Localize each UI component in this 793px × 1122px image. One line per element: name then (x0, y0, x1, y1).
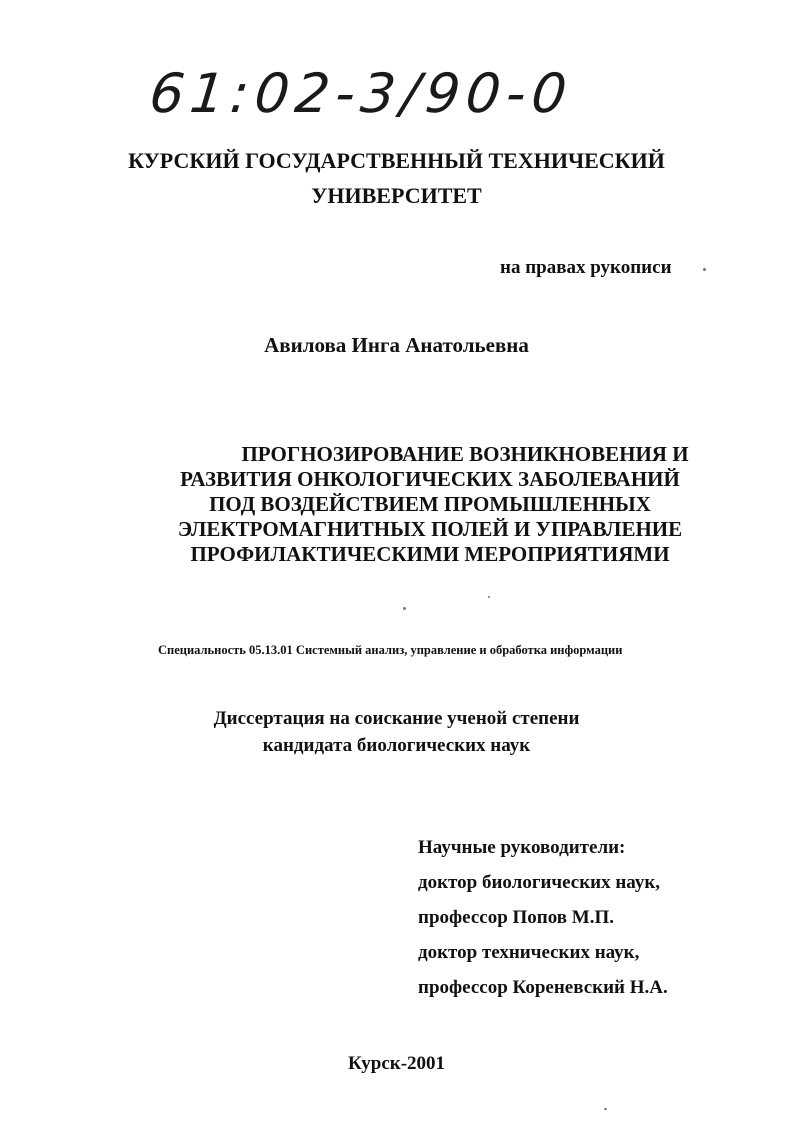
title-line: ПРОГНОЗИРОВАНИЕ ВОЗНИКНОВЕНИЯ И (241, 442, 689, 466)
author-name: Авилова Инга Анатольевна (264, 333, 529, 357)
title-line: ПРОФИЛАКТИЧЕСКИМИ МЕРОПРИЯТИЯМИ (190, 542, 670, 566)
scan-speck (403, 607, 406, 610)
scan-speck (488, 596, 490, 598)
title-line: РАЗВИТИЯ ОНКОЛОГИЧЕСКИХ ЗАБОЛЕВАНИЙ (180, 467, 680, 491)
supervisor-line: профессор Попов М.П. (418, 907, 614, 928)
city-year: Курск-2001 (347, 1053, 446, 1074)
scan-speck (604, 1108, 607, 1110)
title-line: ЭЛЕКТРОМАГНИТНЫХ ПОЛЕЙ И УПРАВЛЕНИЕ (177, 517, 683, 541)
degree-line2: кандидата биологических наук (262, 735, 531, 756)
supervisors-block (418, 830, 668, 1005)
university-name-line1: КУРСКИЙ ГОСУДАРСТВЕННЫЙ ТЕХНИЧЕСКИЙ (128, 148, 665, 173)
university-name-line2: УНИВЕРСИТЕТ (311, 183, 482, 208)
dissertation-title (150, 442, 710, 567)
supervisor-line: доктор технических наук, (418, 942, 640, 963)
degree-line1: Диссертация на соискание ученой степени (213, 708, 580, 729)
supervisor-line: профессор Кореневский Н.А. (418, 977, 668, 998)
scan-speck (703, 268, 706, 271)
title-line: ПОД ВОЗДЕЙСТВИЕМ ПРОМЫШЛЕННЫХ (209, 492, 651, 516)
supervisor-line: доктор биологических наук, (418, 872, 661, 893)
handwritten-archive-code: 61:02-3/90-0 (146, 62, 576, 125)
supervisors-heading: Научные руководители: (418, 837, 626, 858)
specialty-line: Специальность 05.13.01 Системный анализ, управление и обработка информации (158, 643, 623, 657)
manuscript-rights-note: на правах рукописи (500, 257, 672, 278)
